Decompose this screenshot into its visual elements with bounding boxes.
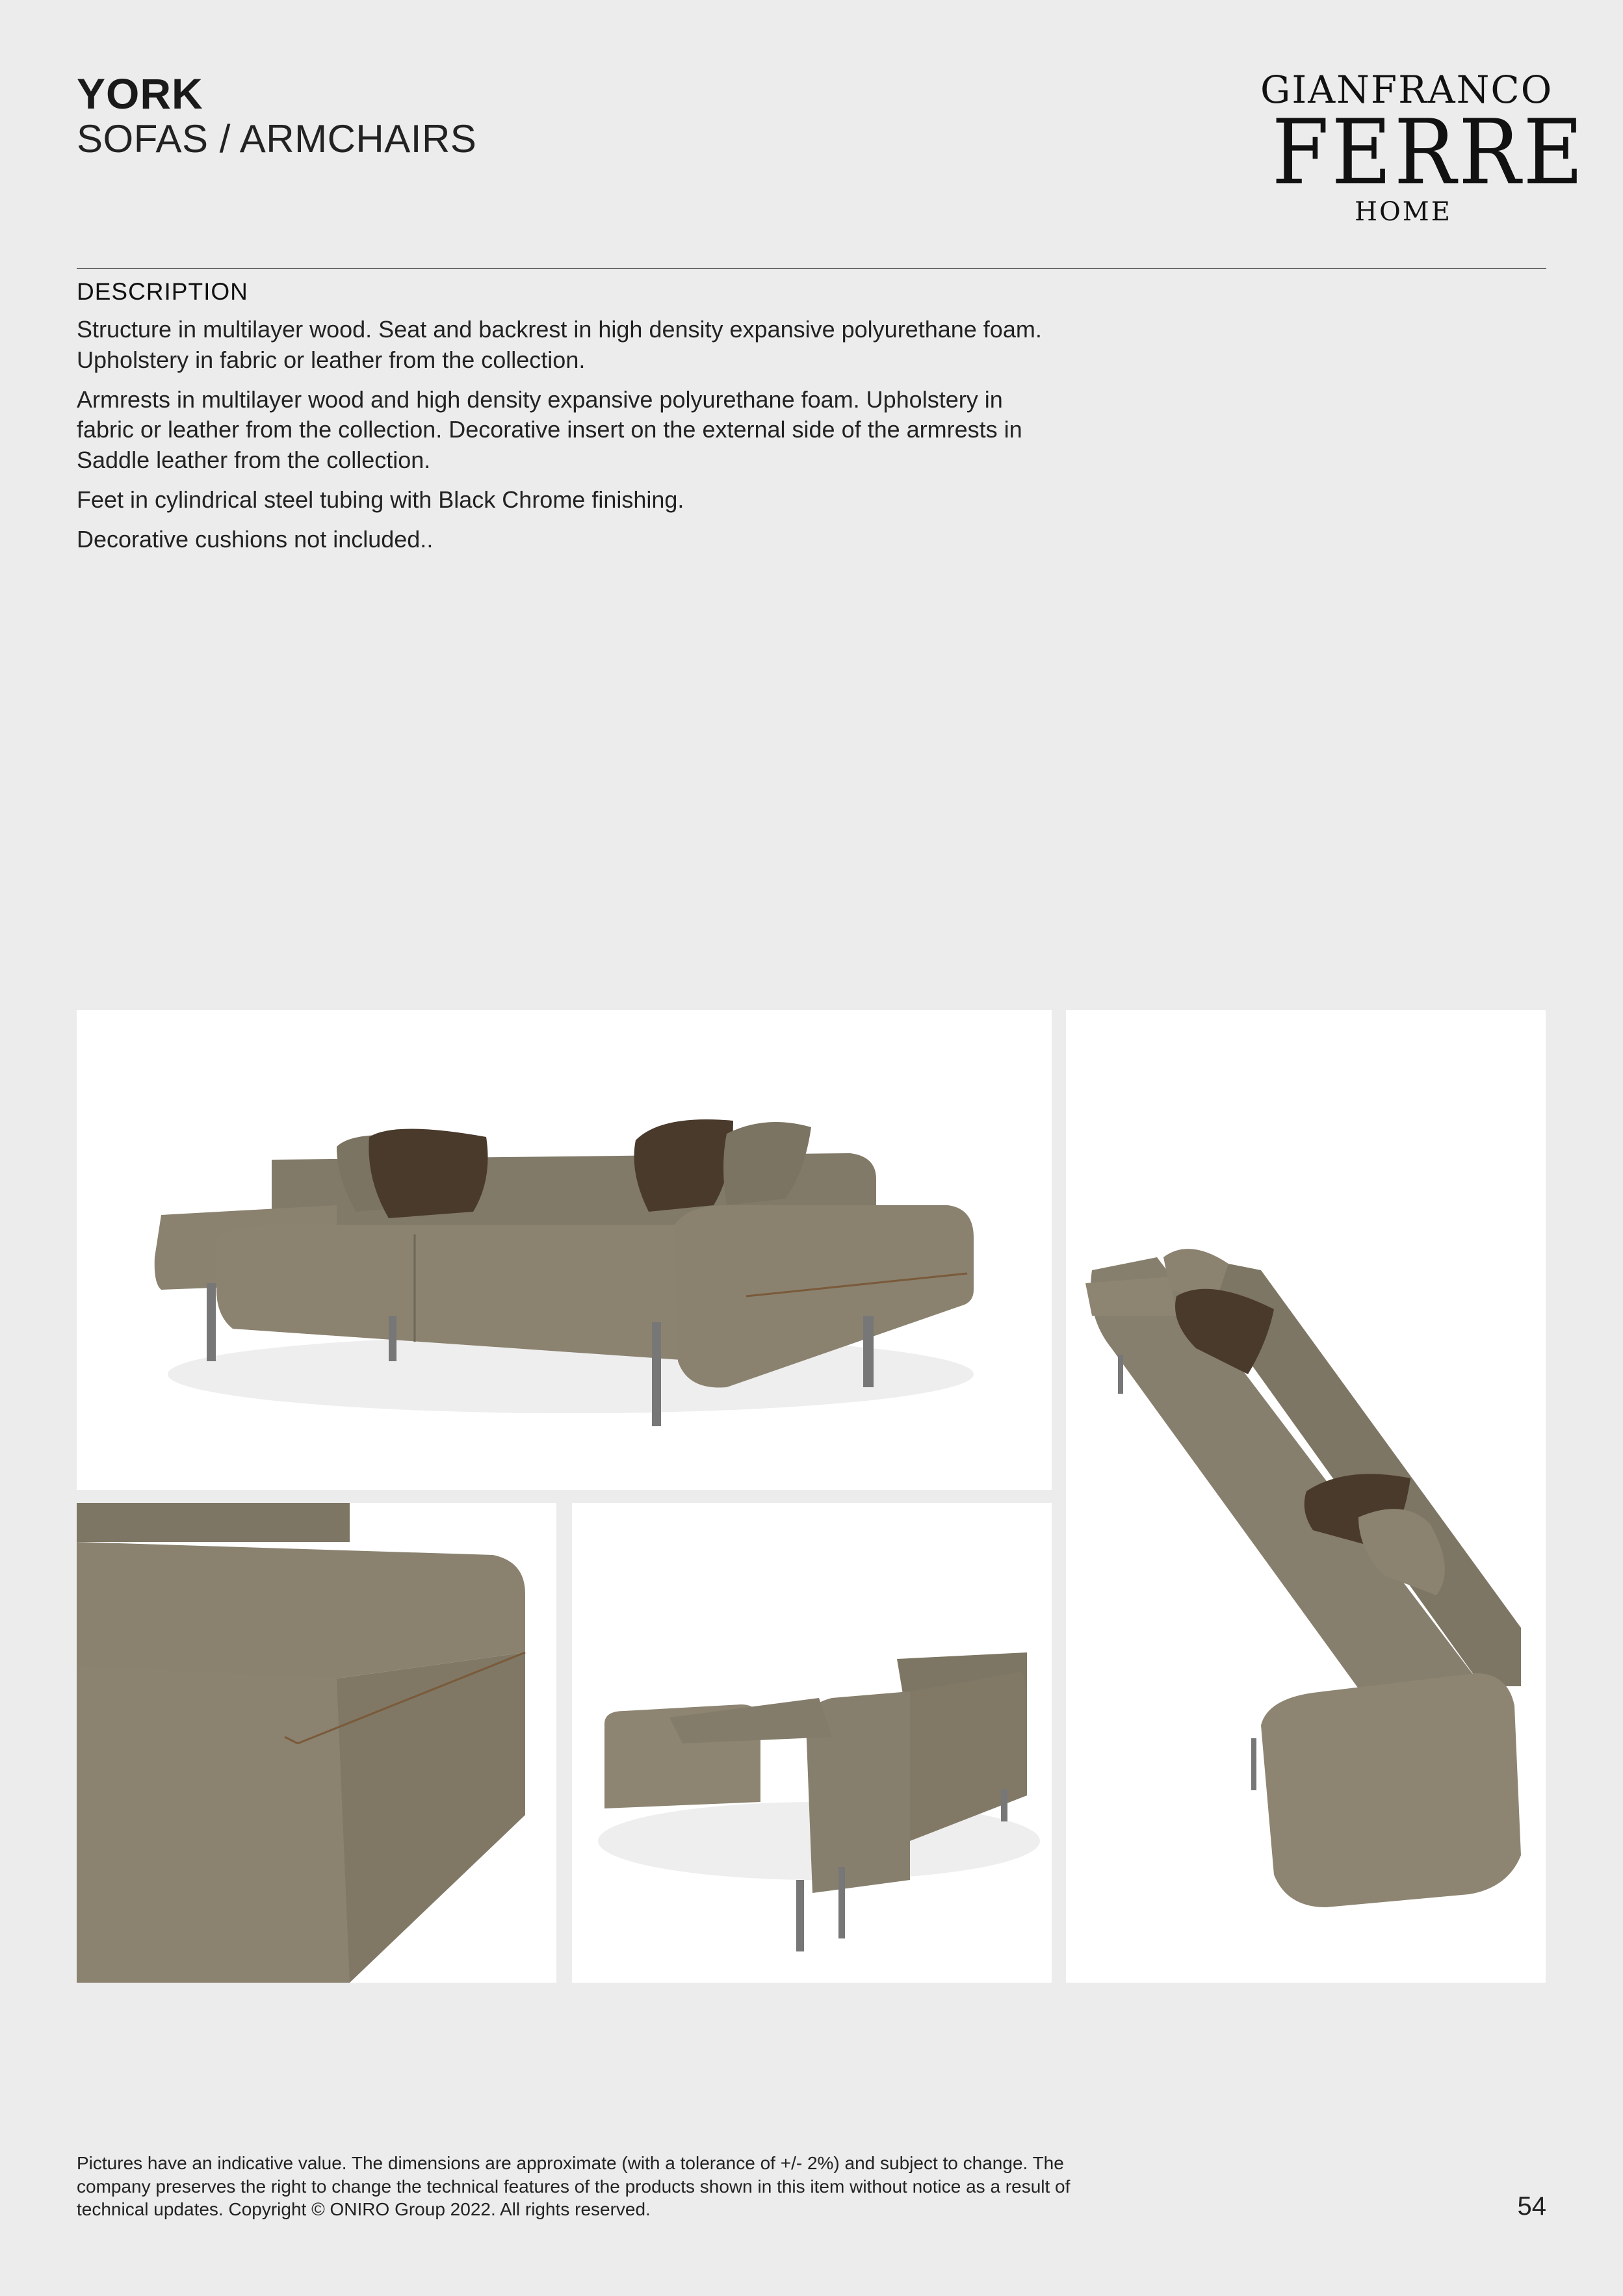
description-paragraph: Structure in multilayer wood. Seat and backrest in high density expansive polyurethane foam. Upholstery in fabric or leather from the collection.: [77, 316, 1042, 373]
page-number: 54: [1517, 2192, 1546, 2221]
description-paragraph: Armrests in multilayer wood and high density expansive polyurethane foam. Upholstery in fabric or leather from the collection. Decorative insert on the external side of the armrests in Saddle leather from the collection.: [77, 385, 1022, 474]
brand-logo-sub: HOME: [1355, 196, 1452, 227]
sofa-front-photo: [77, 1010, 1052, 1490]
description-title: DESCRIPTION: [77, 278, 248, 305]
product-category: SOFAS / ARMCHAIRS: [77, 116, 477, 161]
page-header: [77, 70, 476, 161]
armrest-detail-photo: [77, 1503, 556, 1983]
sofa-overhead-photo: [1066, 1010, 1546, 1983]
sofa-rear-photo: [572, 1503, 1052, 1983]
disclaimer-text: Pictures have an indicative value. The dimensions are approximate (with a tolerance of +/- 2%) and subject to change. The company preserves the right to change the technical features of the products shown in this item without notice as a result of technical updates. Copyright © ONIRO Group 2022. All rights reserved.: [77, 2153, 1071, 2220]
brand-logo-main: FERRE: [1271, 99, 1586, 205]
brand-logo: [1260, 68, 1586, 227]
description-paragraph: Decorative cushions not included..: [77, 525, 434, 553]
product-name: YORK: [77, 70, 203, 118]
header-divider: [77, 268, 1546, 269]
description-section: [77, 278, 1065, 564]
description-paragraph: Feet in cylindrical steel tubing with Black Chrome finishing.: [77, 486, 684, 513]
brand-logo-top: GIANFRANCO: [1260, 68, 1553, 112]
